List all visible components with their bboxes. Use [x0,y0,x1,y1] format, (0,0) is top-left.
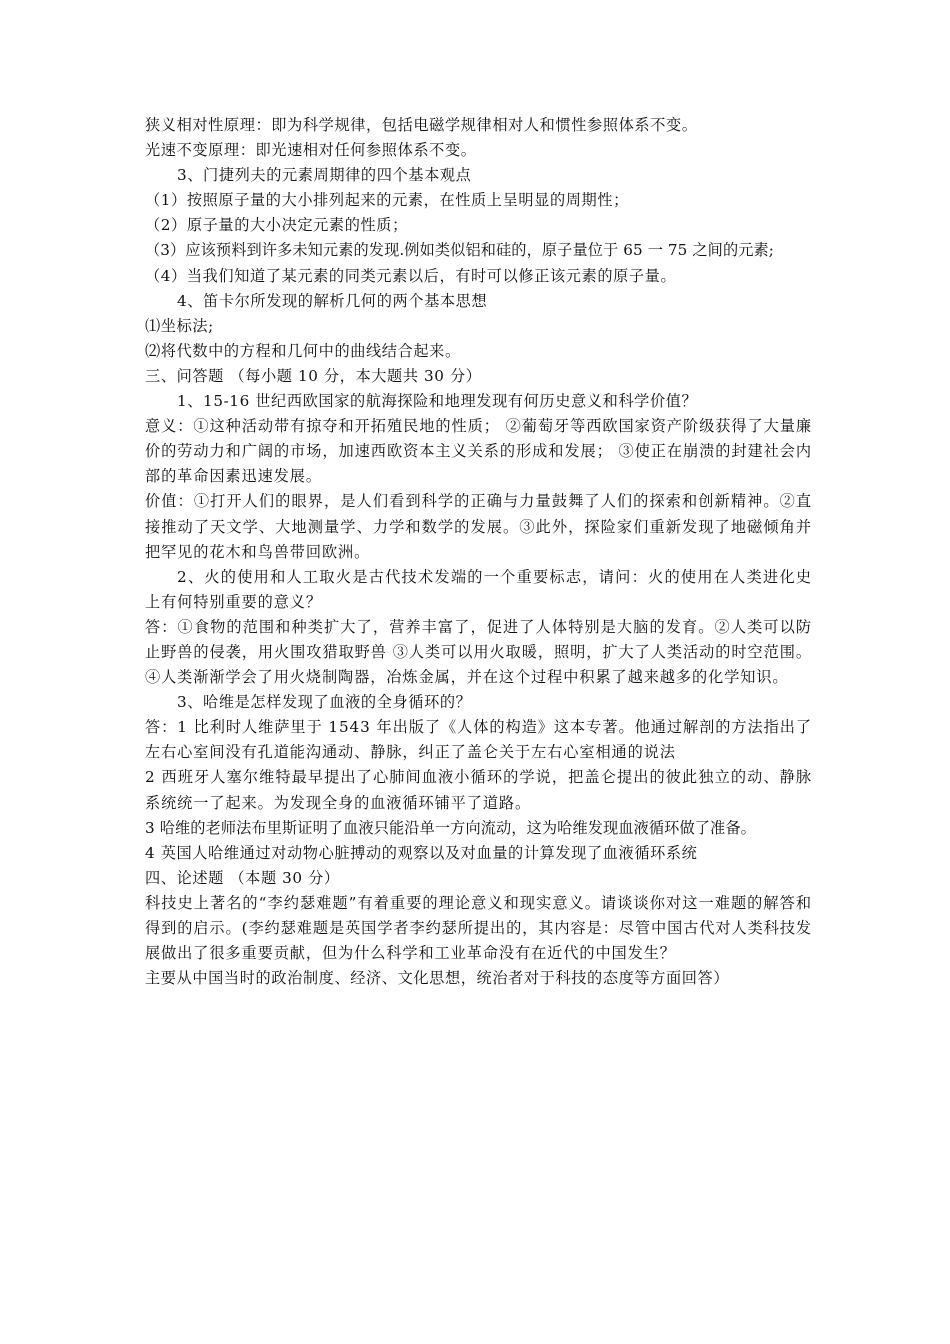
answer-1-value: 价值：①打开人们的眼界，是人们看到科学的正确与力量鼓舞了人们的探索和创新精神。②直接推动了天文学、大地测量学、力学和数学的发展。③此外，探险家们重新发现了地磁倾角并把罕见的花木和鸟兽带回欧洲。 [145,492,812,561]
light-speed-principle: 光速不变原理：即光速相对任何参照体系不变。 [145,141,477,160]
descartes-heading: 4、笛卡尔所发现的解析几何的两个基本思想 [177,291,488,310]
descartes-point-2: ⑵将代数中的方程和几何中的曲线结合起来。 [145,341,461,360]
answer-1-meaning: 意义：①这种活动带有掠夺和开拓殖民地的性质； ②葡萄牙等西欧国家资产阶级获得了大量廉价的劳动力和广阔的市场，加速西欧资本主义关系的形成和发展； ③使正在崩溃的封建社会内部的革命因素迅速发展。 [145,417,812,486]
answer-3-point-1: 答：1 比利时人维萨里于 1543 年出版了《人体的构造》这本专著。他通过解剖的方法指出了左右心室间没有孔道能沟通动、静脉，纠正了盖仑关于左右心室相通的说法 [145,718,812,762]
descartes-point-1: ⑴坐标法; [145,316,214,335]
section-4-heading: 四、论述题 （本题 30 分） [145,868,340,887]
mendeleev-heading: 3、门捷列夫的元素周期律的四个基本观点 [177,166,472,185]
question-3: 3、哈维是怎样发现了血液的全身循环的？ [177,693,472,712]
answer-3-point-2: 2 西班牙人塞尔维特最早提出了心肺间血液小循环的学说，把盖仑提出的彼此独立的动、静脉系统统一了起来。为发现全身的血液循环铺平了道路。 [145,768,812,812]
essay-hint: 主要从中国当时的政治制度、经济、文化思想，统治者对于科技的态度等方面回答） [145,969,730,988]
mendeleev-point-1: （1）按照原子量的大小排列起来的元素，在性质上呈明显的周期性； [145,191,629,210]
special-relativity-principle: 狭义相对性原理：即为科学规律，包括电磁学规律相对人和惯性参照体系不变。 [145,116,698,134]
answer-3-point-4: 4 英国人哈维通过对动物心脏搏动的观察以及对血量的计算发现了血液循环系统 [145,843,698,862]
mendeleev-point-3: （3）应该预料到许多未知元素的发现.例如类似铝和硅的，原子量位于 65 一 75 之间的元素; [145,241,775,260]
section-3-heading: 三、问答题 （每小题 10 分，本大题共 30 分） [145,366,482,385]
answer-3-point-3: 3 哈维的老师法布里斯证明了血液只能沿单一方向流动，这为哈维发现血液循环做了准备。 [145,818,756,837]
mendeleev-point-2: （2）原子量的大小决定元素的性质； [145,216,408,235]
mendeleev-point-4: （4）当我们知道了某元素的同类元素以后，有时可以修正该元素的原子量。 [145,266,677,285]
document-page [145,113,812,991]
question-2: 2、火的使用和人工取火是古代技术发端的一个重要标志，请问：火的使用在人类进化史上有何特别重要的意义？ [145,567,812,611]
essay-question: 科技史上著名的“李约瑟难题”有着重要的理论意义和现实意义。请谈谈你对这一难题的解答和得到的启示。(李约瑟难题是英国学者李约瑟所提出的，其内容是：尽管中国古代对人类科技发展做出了很多重要贡献，但为什么科学和工业革命没有在近代的中国发生？ [145,893,812,963]
answer-2: 答：①食物的范围和种类扩大了，营养丰富了，促进了人体特别是大脑的发育。②人类可以防止野兽的侵袭，用火围攻猎取野兽 ③人类可以用火取暖，照明，扩大了人类活动的时空范围。 ④人类渐渐学会了用火烧制陶器，冶炼金属，并在这个过程中积累了越来越多的化学知识。 [145,617,812,687]
question-1: 1、15-16 世纪西欧国家的航海探险和地理发现有何历史意义和科学价值？ [177,392,698,411]
